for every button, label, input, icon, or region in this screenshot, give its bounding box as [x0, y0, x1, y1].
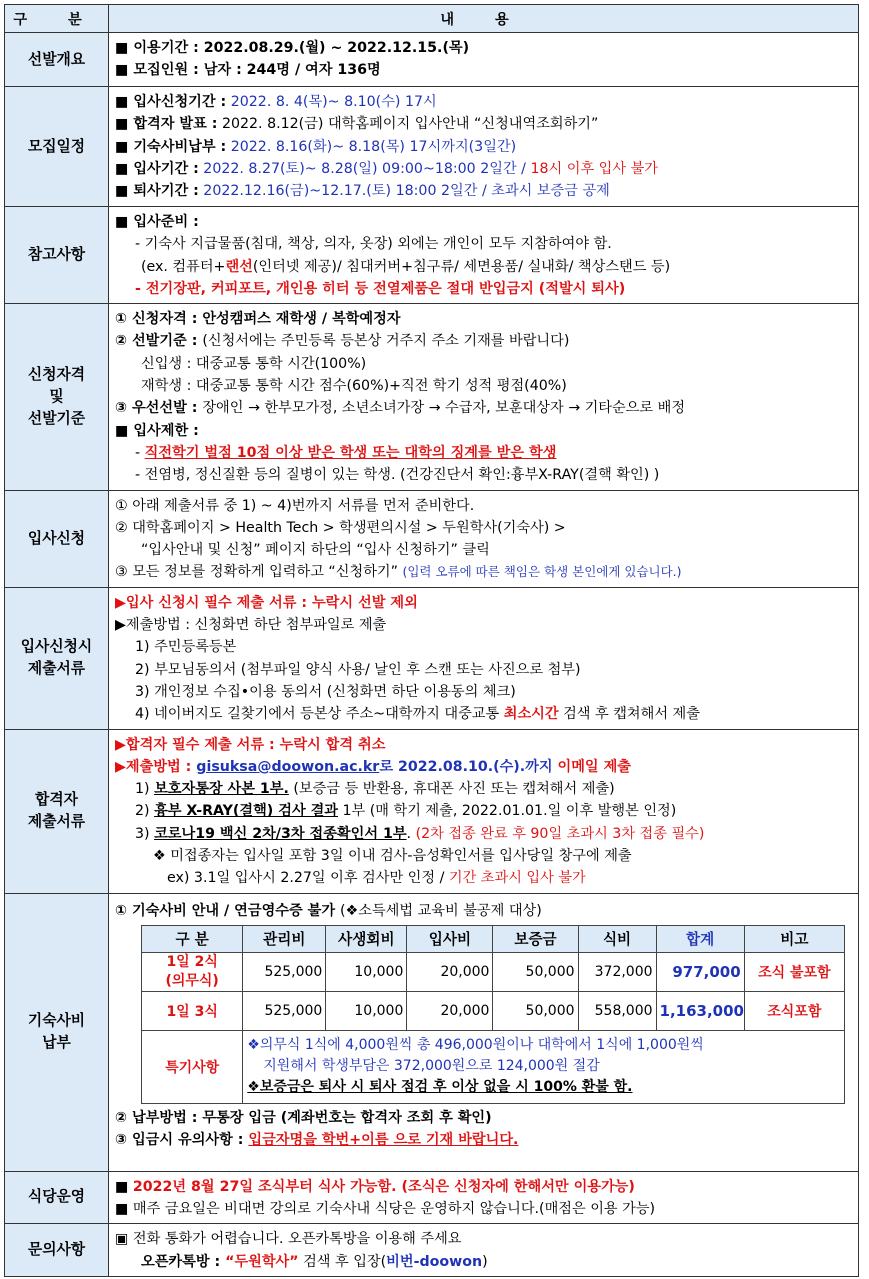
header-content: 내 용	[109, 5, 859, 33]
accepted-doc-1: 1) 보호자통장 사본 1부. (보증금 등 반환용, 휴대폰 사진 또는 캡쳐해서 제출)	[135, 781, 615, 798]
fee-cell: 50,000	[493, 991, 578, 1030]
fee-header: 합계	[656, 925, 744, 952]
schedule-row: ■ 기숙사비납부 : 2022. 8.16(화)~ 8.18(목) 17시까지(3일간)	[115, 138, 517, 155]
fee-cell: 20,000	[407, 991, 493, 1030]
fee-info-title: ① 기숙사비 안내 / 연금영수증 불가 (❖소득세법 교육비 불공제 대상)	[115, 902, 542, 919]
unvaccinated-note: ❖ 미접종자는 입사일 포함 3일 이내 검사-음성확인서를 입사당일 창구에 제출	[153, 848, 632, 865]
selection-overview	[109, 33, 859, 87]
doc-4: 4) 네이버지도 길찾기에서 등본상 주소~대학까지 대중교통 최소시간 검색 후 캡쳐해서 제출	[135, 706, 700, 723]
schedule-row: ■ 퇴사기간 : 2022.12.16(금)~12.17.(토) 18:00 2일간 / 초과시 보증금 공제	[115, 183, 610, 200]
accepted-doc-2: 2) 흉부 X-RAY(결핵) 검사 결과 1부 (매 학기 제출, 2022.01.01.일 이후 발행본 인정)	[135, 803, 677, 820]
fee-header: 식비	[578, 925, 656, 952]
fee-header: 입사비	[407, 925, 493, 952]
fee-cell: 372,000	[578, 952, 656, 991]
freshman-criteria: 신입생 : 대중교통 통학 시간(100%)	[141, 355, 367, 372]
fee-cell: 50,000	[493, 952, 578, 991]
cafeteria	[109, 1171, 859, 1224]
label-application-docs: 입사신청시 제출서류	[5, 587, 109, 729]
fee-note: 조식포함	[744, 991, 844, 1030]
fee-header: 보증금	[493, 925, 578, 952]
fee-cell: 525,000	[243, 952, 326, 991]
apply-step-2: ② 대학홈페이지 > Health Tech > 학생편의시설 > 두원학사(기숙사) >	[115, 519, 566, 536]
meal-type: 1일 3식	[142, 991, 243, 1030]
label-inquiry: 문의사항	[5, 1224, 109, 1277]
fee-total: 1,163,000	[656, 991, 744, 1030]
move-in-prep: ■ 입사준비 :	[115, 214, 199, 230]
label-cafeteria: 식당운영	[5, 1171, 109, 1224]
table-row	[142, 991, 845, 1030]
fee-table	[141, 925, 845, 1104]
special-row	[142, 1030, 845, 1103]
inquiry-phone: ▣ 전화 통화가 어렵습니다. 오픈카톡방을 이용해 주세요	[115, 1231, 462, 1248]
email-link[interactable]: gisuksa@doowon.ac.kr	[196, 758, 380, 775]
label-dorm-fee: 기숙사비 납부	[5, 893, 109, 1171]
inquiry	[109, 1224, 859, 1277]
apply-step-1: ① 아래 제출서류 중 1) ~ 4)번까지 서류를 먼저 준비한다.	[115, 497, 475, 514]
fee-cell: 20,000	[407, 952, 493, 991]
example-note: ex) 3.1일 입사시 2.27일 이후 검사만 인정 / 기간 초과시 입사 불가	[167, 870, 586, 887]
restriction-1: - 직전학기 벌점 10점 이상 받은 학생 또는 대학의 징계를 받은 학생	[135, 444, 557, 461]
label-notes: 참고사항	[5, 207, 109, 304]
special-label: 특기사항	[142, 1030, 243, 1103]
fee-cell: 558,000	[578, 991, 656, 1030]
enrolled-criteria: 재학생 : 대중교통 통학 시간 점수(60%)+직전 학기 성적 평점(40%)	[141, 378, 567, 395]
doc-2: 2) 부모님동의서 (첨부파일 양식 사용/ 날인 후 스캔 또는 사진으로 첨부)	[135, 661, 581, 678]
usage-period: ■ 이용기간 : 2022.08.29.(월) ~ 2022.12.15.(목)	[115, 40, 470, 56]
special-notes: ❖의무식 1식에 4,000원씩 총 496,000원이나 대학에서 1식에 1,000원씩 지원해서 학생부담은 372,000원으로 124,000원 절감 ❖보증금은 퇴사 시 퇴사 점검 후 이상 없을 시 100% 환불 함.	[243, 1030, 845, 1103]
accepted-doc-3: 3) 코로나19 백신 2차/3차 접종확인서 1부. (2차 접종 완료 후 90일 초과시 3차 접종 필수)	[135, 825, 705, 842]
schedule-row: ■ 입사신청기간 : 2022. 8. 4(목)~ 8.10(수) 17시	[115, 94, 437, 110]
label-accepted-docs: 합격자 제출서류	[5, 729, 109, 893]
restriction-2: - 전염병, 정신질환 등의 질병이 있는 학생. (건강진단서 확인:흉부X-RAY(결핵 확인) )	[135, 467, 660, 484]
eligibility-line: ① 신청자격 : 안성캠퍼스 재학생 / 복학예정자	[115, 311, 401, 328]
submit-method: ▶제출방법 : 신청화면 하단 첨부파일로 제출	[115, 617, 387, 634]
schedule-row: ■ 합격자 발표 : 2022. 8.12(금) 대학홈페이지 입사안내 “신청내역조회하기”	[115, 116, 599, 133]
required-docs-title: ▶입사 신청시 필수 제출 서류 : 누락시 선발 제외	[115, 594, 418, 611]
items-to-bring: (ex. 컴퓨터+랜선(인터넷 제공)/ 침대커버+침구류/ 세면용품/ 실내화/ 책상스탠드 등)	[141, 258, 671, 275]
priority-line: ③ 우선선발 : 장애인 → 한부모가정, 소년소녀가장 → 수급자, 보훈대상자 → 기타순으로 배정	[115, 400, 686, 417]
header-category: 구 분	[5, 5, 109, 33]
eligibility	[109, 304, 859, 490]
fee-header: 사생회비	[326, 925, 407, 952]
fee-header: 관리비	[243, 925, 326, 952]
notes	[109, 207, 859, 304]
label-selection-overview: 선발개요	[5, 33, 109, 87]
doc-3: 3) 개인정보 수집•이용 동의서 (신청화면 하단 이용동의 체크)	[135, 683, 516, 700]
label-recruit-schedule: 모집일정	[5, 87, 109, 207]
restriction-title: ■ 입사제한 :	[115, 422, 199, 439]
recruit-count: ■ 모집인원 : 남자 : 244명 / 여자 136명	[115, 62, 381, 79]
dorm-fee	[109, 893, 859, 1171]
payment-method: ② 납부방법 : 무통장 입금 (계좌번호는 합격자 조회 후 확인)	[115, 1109, 492, 1126]
cafeteria-start: ■ 2022년 8월 27일 조식부터 식사 가능함. (조식은 신청자에 한해서만 이용가능)	[115, 1178, 635, 1195]
criteria-line: ② 선발기준 : (신청서에는 주민등록 등본상 거주지 주소 기재를 바랍니다)	[115, 333, 570, 350]
doc-1: 1) 주민등록등본	[135, 639, 237, 656]
fee-cell: 10,000	[326, 952, 407, 991]
email-submit: ▶제출방법 : gisuksa@doowon.ac.kr로 2022.08.10.(수).까지 이메일 제출	[115, 758, 631, 775]
fee-header: 구 분	[142, 925, 243, 952]
accepted-docs	[109, 729, 859, 893]
table-row	[142, 952, 845, 991]
deposit-notice: ③ 입금시 유의사항 : 입금자명을 학번+이름 으로 기재 바랍니다.	[115, 1132, 519, 1149]
schedule-row: ■ 입사기간 : 2022. 8.27(토)~ 8.28(일) 09:00~18:00 2일간 / 18시 이후 입사 불가	[115, 160, 658, 177]
provided-items: - 기숙사 지급물품(침대, 책상, 의자, 옷장) 외에는 개인이 모두 지참하여야 함.	[135, 236, 612, 253]
application-docs	[109, 587, 859, 729]
cafeteria-friday: ■ 매주 금요일은 비대면 강의로 기숙사내 식당은 운영하지 않습니다.(매점은 이용 가능)	[115, 1200, 656, 1217]
accepted-docs-title: ▶합격자 필수 제출 서류 : 누락시 합격 취소	[115, 736, 386, 753]
meal-type: 1일 2식 (의무식)	[142, 952, 243, 991]
fee-header: 비고	[744, 925, 844, 952]
fee-total: 977,000	[656, 952, 744, 991]
fee-note: 조식 불포함	[744, 952, 844, 991]
application	[109, 490, 859, 587]
label-eligibility: 신청자격 및 선발기준	[5, 304, 109, 490]
label-application: 입사신청	[5, 490, 109, 587]
apply-step-2b: “입사안내 및 신청” 페이지 하단의 “입사 신청하기” 클릭	[141, 542, 490, 559]
fee-header-row	[142, 925, 845, 952]
apply-step-3: ③ 모든 정보를 정확하게 입력하고 “신청하기” (입력 오류에 따른 책임은 학생 본인에게 있습니다.)	[115, 564, 682, 581]
fee-cell: 10,000	[326, 991, 407, 1030]
dormitory-notice-table	[4, 4, 859, 1277]
banned-appliances: - 전기장판, 커피포트, 개인용 히터 등 전열제품은 절대 반입금지 (적발시 퇴사)	[135, 280, 626, 297]
fee-cell: 525,000	[243, 991, 326, 1030]
inquiry-openchat: 오픈카톡방 : “두원학사” 검색 후 입장(비번-doowon)	[141, 1253, 488, 1270]
recruit-schedule	[109, 87, 859, 207]
